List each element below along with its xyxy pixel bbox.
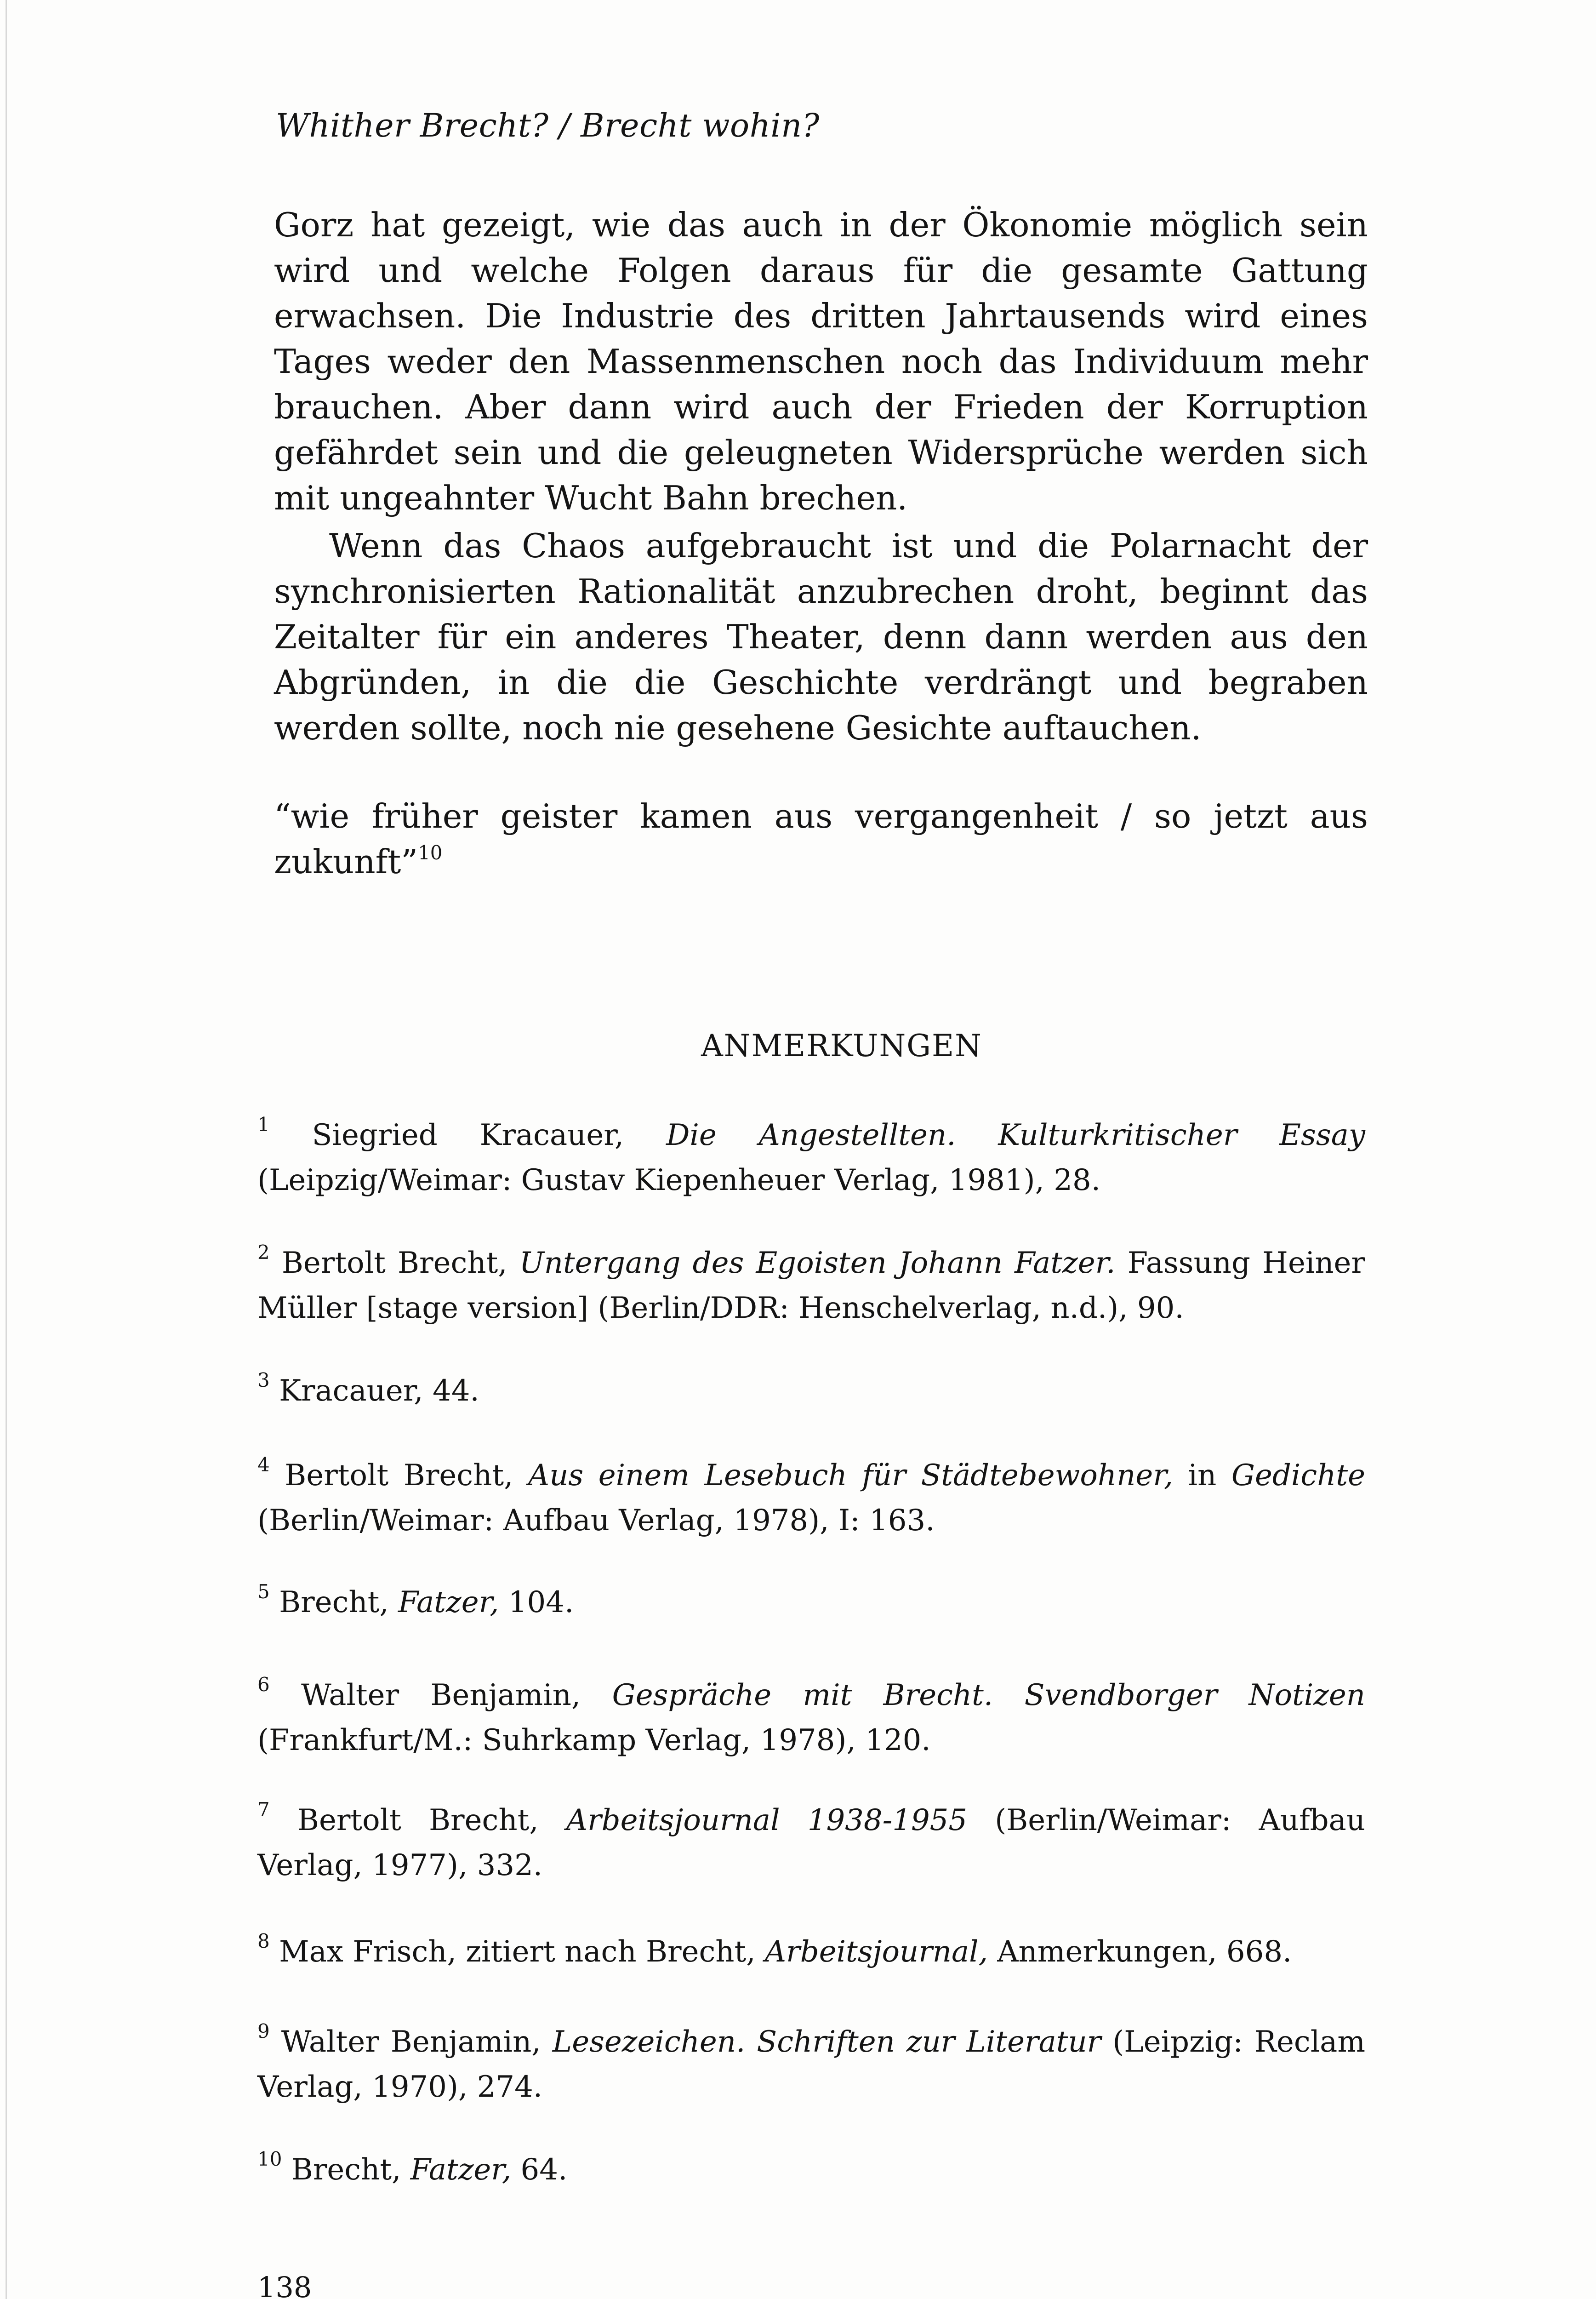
note-title: Fatzer, xyxy=(410,2153,512,2187)
note-text: Kracauer, 44. xyxy=(269,1374,479,1408)
note-text: (Leipzig/Weimar: Gustav Kiepenheuer Verlag, 1981), 28. xyxy=(257,1163,1101,1197)
note-5 xyxy=(257,1580,1365,1625)
paragraph-text: Wenn das Chaos aufgebraucht ist und die Polarnacht der synchronisierten Rationalität anzubrechen droht, beginnt das Zeitalter für ein anderes Theater, denn dann werden aus den Abgründen, in die die Geschichte verdrängt und begraben werden sollte, noch nie gesehene Gesichte auftauchen. xyxy=(274,526,1368,747)
note-10 xyxy=(257,2147,1365,2192)
note-number: 6 xyxy=(257,1673,270,1696)
note-number: 3 xyxy=(257,1369,270,1391)
note-title: Lesezeichen. Schriften zur Literatur xyxy=(552,2025,1101,2059)
quotation-note-ref: 10 xyxy=(418,841,443,864)
note-text: (Berlin/Weimar: Aufbau Verlag, 1977), 332. xyxy=(257,1803,1366,1882)
note-title: Untergang des Egoisten Johann Fatzer. xyxy=(519,1246,1116,1280)
note-number: 7 xyxy=(257,1798,270,1821)
note-text: (Berlin/Weimar: Aufbau Verlag, 1978), I: 163. xyxy=(257,1504,935,1538)
note-text: Walter Benjamin, xyxy=(269,1678,612,1712)
note-title: Gespräche mit Brecht. Svendborger Notizen xyxy=(612,1678,1366,1712)
note-title: Die Angestellten. Kulturkritischer Essay xyxy=(666,1118,1366,1152)
note-text: Bertolt Brecht, xyxy=(269,1458,528,1493)
body-paragraph-1 xyxy=(274,202,1368,521)
note-title: Arbeitsjournal, xyxy=(764,1935,988,1969)
note-text: Brecht, xyxy=(269,1585,399,1619)
note-2 xyxy=(257,1241,1365,1331)
quotation xyxy=(274,794,1368,885)
note-text: 64. xyxy=(511,2153,568,2187)
note-text: Fassung Heiner Müller [stage version] (Berlin/DDR: Henschelverlag, n.d.), 90. xyxy=(257,1246,1366,1325)
note-text: (Frankfurt/M.: Suhrkamp Verlag, 1978), 120. xyxy=(257,1723,931,1757)
note-9 xyxy=(257,2019,1365,2110)
note-number: 4 xyxy=(257,1453,270,1476)
note-title: Gedichte xyxy=(1231,1458,1366,1493)
note-text: in xyxy=(1173,1458,1231,1493)
note-text: 104. xyxy=(499,1585,574,1619)
note-text: Anmerkungen, 668. xyxy=(987,1935,1292,1969)
note-text: Bertolt Brecht, xyxy=(269,1246,519,1280)
note-number: 8 xyxy=(257,1930,270,1952)
note-text: Walter Benjamin, xyxy=(269,2025,553,2059)
body-paragraph-2 xyxy=(274,523,1368,751)
note-number: 1 xyxy=(257,1113,270,1136)
note-number: 9 xyxy=(257,2020,270,2042)
note-text: Bertolt Brecht, xyxy=(269,1803,566,1837)
running-title: Whither Brecht? / Brecht wohin? xyxy=(276,107,820,144)
quotation-paragraph xyxy=(274,794,1368,885)
page-number: 138 xyxy=(257,2270,312,2299)
note-title: Fatzer, xyxy=(398,1585,499,1619)
note-7 xyxy=(257,1798,1365,1888)
note-text: Siegried Kracauer, xyxy=(269,1118,667,1152)
note-8 xyxy=(257,1929,1365,1974)
note-text: Brecht, xyxy=(282,2153,410,2187)
note-number: 5 xyxy=(257,1580,270,1603)
note-title: Aus einem Lesebuch für Städtebewohner, xyxy=(528,1458,1174,1493)
quotation-text: “wie früher geister kamen aus vergangenheit / so jetzt aus zukunft” xyxy=(274,797,1368,881)
note-number: 10 xyxy=(257,2148,282,2170)
note-1 xyxy=(257,1113,1365,1203)
note-text: (Leipzig: Reclam Verlag, 1970), 274. xyxy=(257,2025,1366,2104)
note-number: 2 xyxy=(257,1241,270,1264)
note-text: Max Frisch, zitiert nach Brecht, xyxy=(269,1935,765,1969)
note-6 xyxy=(257,1673,1365,1763)
note-title: Arbeitsjournal 1938-1955 xyxy=(566,1803,968,1837)
note-4 xyxy=(257,1453,1365,1543)
notes-heading: ANMERKUNGEN xyxy=(701,1028,982,1064)
paragraph-text: Gorz hat gezeigt, wie das auch in der Ökonomie möglich sein wird und welche Folgen daraus für die gesamte Gattung erwachsen. Die Industrie des dritten Jahrtausends wird eines Tages weder den Massenmenschen noch das Individuum mehr brauchen. Aber dann wird auch der Frieden der Korruption gefährdet sein und die geleugneten Widersprüche werden sich mit ungeahnter Wucht Bahn brechen. xyxy=(274,206,1368,517)
page-edge-shadow xyxy=(6,0,7,2299)
note-3 xyxy=(257,1368,1365,1413)
